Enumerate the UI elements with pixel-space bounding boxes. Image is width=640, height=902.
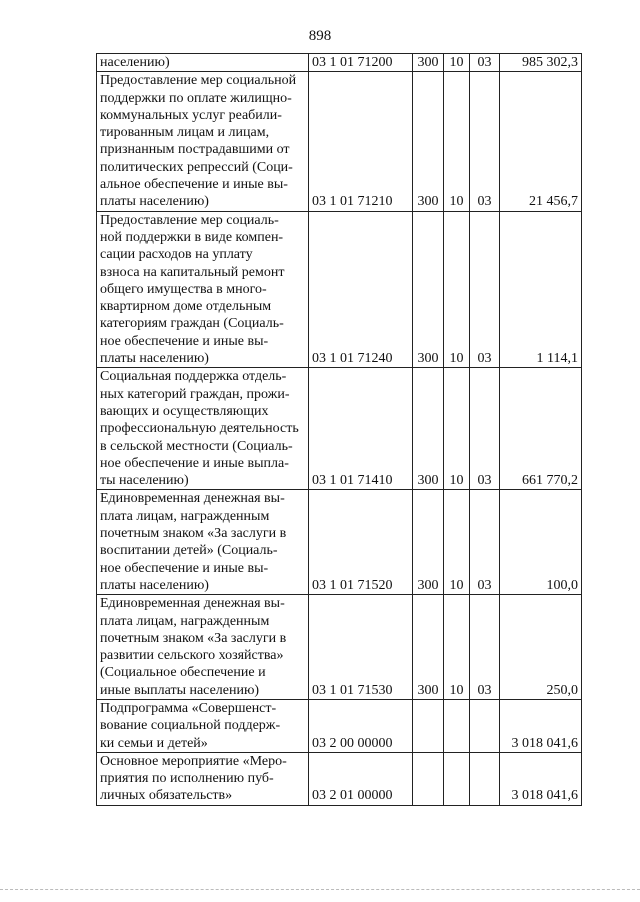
scan-edge-line	[0, 889, 640, 890]
table-row	[97, 595, 582, 700]
row-expense-type: 300	[413, 595, 444, 700]
row-expense-type: 300	[413, 54, 444, 72]
row-subsection: 03	[470, 595, 500, 700]
row-name: Основное мероприятие «Меро- приятия по исполнению пуб- личных обязательств»	[97, 752, 309, 805]
row-section: 10	[444, 595, 470, 700]
row-sum: 3 018 041,6	[500, 752, 582, 805]
row-sum: 21 456,7	[500, 72, 582, 211]
table-row	[97, 54, 582, 72]
row-section	[444, 752, 470, 805]
row-subsection: 03	[470, 211, 500, 368]
row-sum: 100,0	[500, 490, 582, 595]
table-row	[97, 699, 582, 752]
row-name: Социальная поддержка отдель- ных категорий граждан, прожи- вающих и осуществляющих профессиональную деятельность в сельской местности (Социаль- ное обеспечение и иные выпла- ты населению)	[97, 368, 309, 490]
row-subsection: 03	[470, 54, 500, 72]
row-subsection: 03	[470, 72, 500, 211]
row-expense-type: 300	[413, 211, 444, 368]
row-subsection: 03	[470, 490, 500, 595]
row-expense-type	[413, 752, 444, 805]
row-code: 03 1 01 71200	[309, 54, 413, 72]
row-code: 03 1 01 71240	[309, 211, 413, 368]
row-subsection: 03	[470, 368, 500, 490]
budget-table	[96, 53, 582, 806]
row-code: 03 1 01 71410	[309, 368, 413, 490]
row-subsection	[470, 752, 500, 805]
row-section: 10	[444, 72, 470, 211]
table-row	[97, 752, 582, 805]
row-expense-type: 300	[413, 368, 444, 490]
row-code: 03 2 01 00000	[309, 752, 413, 805]
row-sum: 985 302,3	[500, 54, 582, 72]
row-section: 10	[444, 368, 470, 490]
table-row	[97, 72, 582, 211]
row-section: 10	[444, 54, 470, 72]
row-code: 03 1 01 71520	[309, 490, 413, 595]
row-name: Предоставление мер социаль- ной поддержки в виде компен- сации расходов на уплату взноса на капитальный ремонт общего имущества в много- квартирном доме отдельным категориям граждан (Социаль- ное обеспечение и иные вы- платы населению)	[97, 211, 309, 368]
row-expense-type: 300	[413, 490, 444, 595]
row-name: Единовременная денежная вы- плата лицам, награжденным почетным знаком «За заслуги в воспитании детей» (Социаль- ное обеспечение и иные вы- платы населению)	[97, 490, 309, 595]
row-name: Предоставление мер социальной поддержки по оплате жилищно- коммунальных услуг реабили- тированным лицам и лицам, признанным пострадавшими от политических репрессий (Соци- альное обеспечение и иные вы- платы населению)	[97, 72, 309, 211]
row-code: 03 1 01 71210	[309, 72, 413, 211]
row-name: Подпрограмма «Совершенст- вование социальной поддерж- ки семьи и детей»	[97, 699, 309, 752]
row-code: 03 1 01 71530	[309, 595, 413, 700]
row-sum: 1 114,1	[500, 211, 582, 368]
row-code: 03 2 00 00000	[309, 699, 413, 752]
row-subsection	[470, 699, 500, 752]
row-section: 10	[444, 490, 470, 595]
row-sum: 661 770,2	[500, 368, 582, 490]
row-expense-type: 300	[413, 72, 444, 211]
row-sum: 3 018 041,6	[500, 699, 582, 752]
row-sum: 250,0	[500, 595, 582, 700]
row-section: 10	[444, 211, 470, 368]
row-name: населению)	[97, 54, 309, 72]
table-row	[97, 490, 582, 595]
page-number: 898	[308, 28, 332, 44]
row-name: Единовременная денежная вы- плата лицам, награжденным почетным знаком «За заслуги в развитии сельского хозяйства» (Социальное обеспечение и иные выплаты населению)	[97, 595, 309, 700]
table-row	[97, 368, 582, 490]
row-expense-type	[413, 699, 444, 752]
row-section	[444, 699, 470, 752]
table-row	[97, 211, 582, 368]
